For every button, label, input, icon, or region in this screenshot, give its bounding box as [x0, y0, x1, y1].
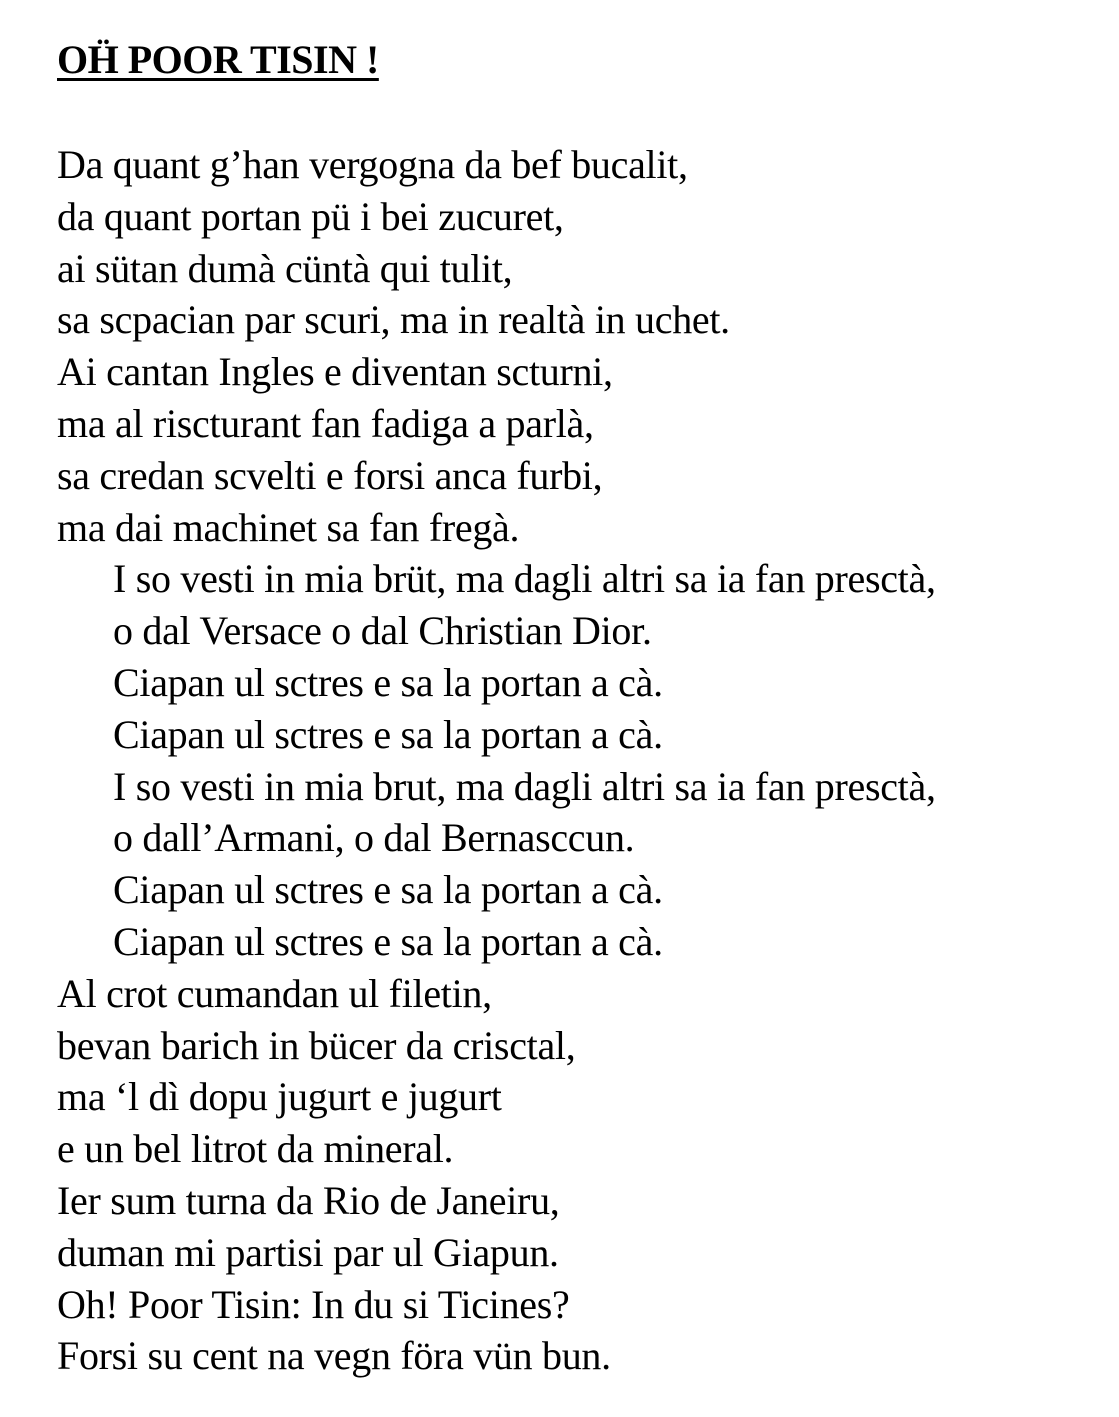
poem-line: Da quant g’han vergogna da bef bucalit, — [57, 142, 688, 187]
poem-line: e un bel litrot da mineral. — [57, 1126, 454, 1172]
poem-body — [57, 139, 1097, 1382]
poem-line: Oh! Poor Tisin: In du si Ticines? — [57, 1281, 570, 1327]
poem-line: Ciapan ul sctres e sa la portan a cà. — [113, 867, 663, 913]
poem-line: ma al riscturant fan fadiga a parlà, — [57, 400, 594, 446]
poem-line: duman mi partisi par ul Giapun. — [57, 1229, 559, 1275]
poem-title: OḦ POOR TISIN ! — [57, 37, 379, 82]
poem-line: Forsi su cent na vegn föra vün bun. — [57, 1333, 611, 1379]
poem-line: Al crot cumandan ul filetin, — [57, 970, 492, 1016]
poem-line: o dall’Armani, o dal Bernasccun. — [113, 815, 635, 861]
poem-line: Ai cantan Ingles e diventan scturni, — [57, 349, 613, 395]
poem-line: o dal Versace o dal Christian Dior. — [113, 608, 652, 654]
poem-line: sa credan scvelti e forsi anca furbi, — [57, 452, 603, 498]
poem-line: Ier sum turna da Rio de Janeiru, — [57, 1177, 560, 1223]
document-page — [57, 36, 1097, 1379]
poem-line: Ciapan ul sctres e sa la portan a cà. — [113, 659, 663, 705]
poem-line: ai sütan dumà cüntà qui tulit, — [57, 245, 513, 291]
poem-line: I so vesti in mia brut, ma dagli altri sa ia fan presctà, — [113, 763, 936, 809]
poem-line: ma ‘l dì dopu jugurt e jugurt — [57, 1074, 502, 1120]
poem-line: Ciapan ul sctres e sa la portan a cà. — [113, 918, 663, 964]
poem-line: sa scpacian par scuri, ma in realtà in uchet. — [57, 297, 730, 343]
poem-line: I so vesti in mia brüt, ma dagli altri sa ia fan presctà, — [113, 556, 936, 602]
poem-line: bevan barich in bücer da crisctal, — [57, 1022, 576, 1068]
poem-line: ma dai machinet sa fan fregà. — [57, 504, 520, 550]
poem-line: Ciapan ul sctres e sa la portan a cà. — [113, 711, 663, 757]
poem-line: da quant portan pü i bei zucuret, — [57, 193, 564, 239]
